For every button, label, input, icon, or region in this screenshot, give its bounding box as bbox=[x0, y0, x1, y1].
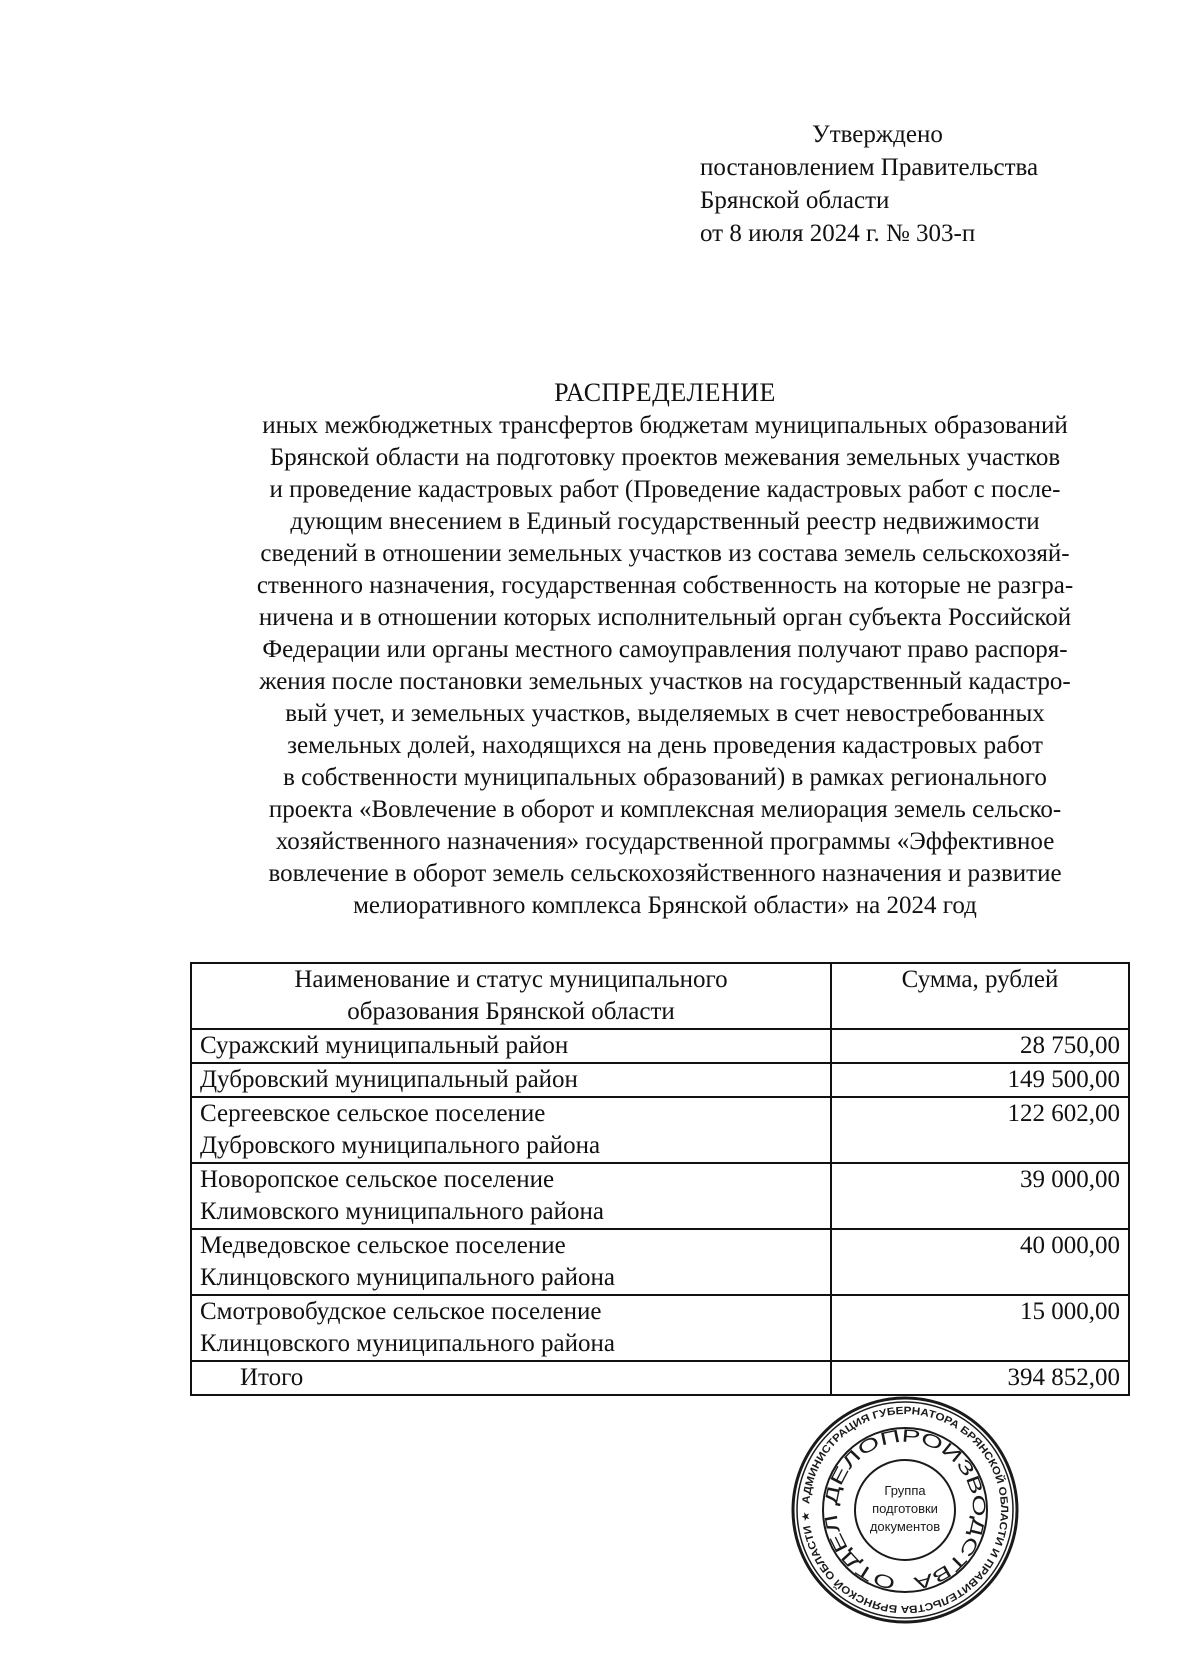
header-sum-cell: Сумма, рублей bbox=[831, 963, 1129, 1029]
municipality-name-cell bbox=[191, 1097, 831, 1163]
stamp-center-line: подготовки bbox=[872, 1501, 938, 1516]
header-name-line: образования Брянской области bbox=[347, 998, 675, 1025]
sum-cell: 149 500,00 bbox=[831, 1063, 1129, 1097]
table-row bbox=[191, 1029, 1129, 1063]
municipality-name-line: Новоропское сельское поселение bbox=[200, 1166, 555, 1193]
description-line: ничена и в отношении которых исполнительный орган субъекта Российской bbox=[258, 604, 1072, 631]
distribution-table bbox=[190, 962, 1130, 1396]
municipality-name-cell bbox=[191, 1029, 831, 1063]
sum-cell: 28 750,00 bbox=[831, 1029, 1129, 1063]
municipality-name-cell bbox=[191, 1063, 831, 1097]
table-row bbox=[191, 1229, 1129, 1295]
sum-cell: 122 602,00 bbox=[831, 1097, 1129, 1163]
header-name-cell bbox=[191, 963, 831, 1029]
header-name-line: Наименование и статус муниципального bbox=[294, 966, 728, 993]
description-line: мелиоративного комплекса Брянской области» на 2024 год bbox=[353, 892, 977, 919]
approval-line-region: Брянской области bbox=[700, 187, 890, 214]
total-sum-cell: 394 852,00 bbox=[831, 1361, 1129, 1395]
municipality-name-line: Медведовское сельское поселение bbox=[200, 1232, 566, 1259]
table-row bbox=[191, 1097, 1129, 1163]
description-line: Брянской области на подготовку проектов межевания земельных участков bbox=[269, 444, 1061, 471]
municipality-name-line: Климовского муниципального района bbox=[200, 1198, 604, 1225]
description-line: хозяйственного назначения» государственной программы «Эффективное bbox=[275, 828, 1055, 855]
description-line: иных межбюджетных трансфертов бюджетам муниципальных образований bbox=[262, 412, 1068, 439]
municipality-name-cell bbox=[191, 1295, 831, 1361]
description-line: жения после постановки земельных участков на государственный кадастро- bbox=[259, 668, 1071, 695]
municipality-name-line: Смотровобудское сельское поселение bbox=[200, 1298, 602, 1325]
table-row bbox=[191, 1163, 1129, 1229]
stamp-outer-textpath: АДМИНИСТРАЦИЯ ГУБЕРНАТОРА БРЯНСКОЙ ОБЛАСТИ И ПРАВИТЕЛЬСТВА БРЯНСКОЙ ОБЛАСТИ ★ bbox=[799, 1404, 1011, 1616]
stamp-center-line: Группа bbox=[884, 1483, 926, 1498]
approval-block bbox=[700, 118, 1120, 250]
municipality-name-line: Клинцовского муниципального района bbox=[200, 1264, 615, 1291]
official-stamp bbox=[790, 1395, 1020, 1625]
approval-line-approved: Утверждено bbox=[812, 121, 943, 148]
stamp-middle-textpath: ОТДЕЛ ДЕЛОПРОИЗВОДСТВА bbox=[820, 1425, 990, 1594]
description-line: дующим внесением в Единый государственный реестр недвижимости bbox=[290, 508, 1040, 535]
description-line: земельных долей, находящихся на день проведения кадастровых работ bbox=[287, 732, 1043, 759]
sum-cell: 40 000,00 bbox=[831, 1229, 1129, 1295]
description-line: ственного назначения, государственная собственность на которые не разгра- bbox=[256, 572, 1074, 599]
table-row bbox=[191, 1063, 1129, 1097]
municipality-name-cell bbox=[191, 1229, 831, 1295]
municipality-name-line: Дубровский муниципальный район bbox=[200, 1066, 578, 1093]
description-line: в собственности муниципальных образований) в рамках регионального bbox=[283, 764, 1047, 791]
document-title: РАСПРЕДЕЛЕНИЕ bbox=[554, 378, 776, 407]
municipality-name-cell bbox=[191, 1163, 831, 1229]
table-row bbox=[191, 1295, 1129, 1361]
stamp-center-line: документов bbox=[869, 1519, 941, 1534]
description-line: Федерации или органы местного самоуправления получают право распоря- bbox=[262, 636, 1068, 663]
sum-cell: 15 000,00 bbox=[831, 1295, 1129, 1361]
description-line: и проведение кадастровых работ (Проведение кадастровых работ с после- bbox=[269, 476, 1061, 503]
approval-line-date-number: от 8 июля 2024 г. № 303-п bbox=[700, 220, 976, 247]
municipality-name-line: Сергеевское сельское поселение bbox=[200, 1100, 546, 1127]
sum-cell: 39 000,00 bbox=[831, 1163, 1129, 1229]
municipality-name-line: Клинцовского муниципального района bbox=[200, 1330, 615, 1357]
document-description bbox=[180, 410, 1150, 922]
table-header-row bbox=[191, 963, 1129, 1029]
municipality-name-line: Суражский муниципальный район bbox=[200, 1032, 569, 1059]
municipality-name-line: Дубровского муниципального района bbox=[200, 1132, 601, 1159]
description-line: вовлечение в оборот земель сельскохозяйственного назначения и развитие bbox=[268, 860, 1062, 887]
description-line: проекта «Вовлечение в оборот и комплексная мелиорация земель сельско- bbox=[268, 796, 1062, 823]
table-total-row bbox=[191, 1361, 1129, 1395]
description-line: сведений в отношении земельных участков из состава земель сельскохозяй- bbox=[260, 540, 1070, 567]
approval-line-resolution: постановлением Правительства bbox=[700, 154, 1039, 181]
description-line: вый учет, и земельных участков, выделяемых в счет невостребованных bbox=[285, 700, 1045, 727]
total-label-cell: Итого bbox=[191, 1361, 831, 1395]
